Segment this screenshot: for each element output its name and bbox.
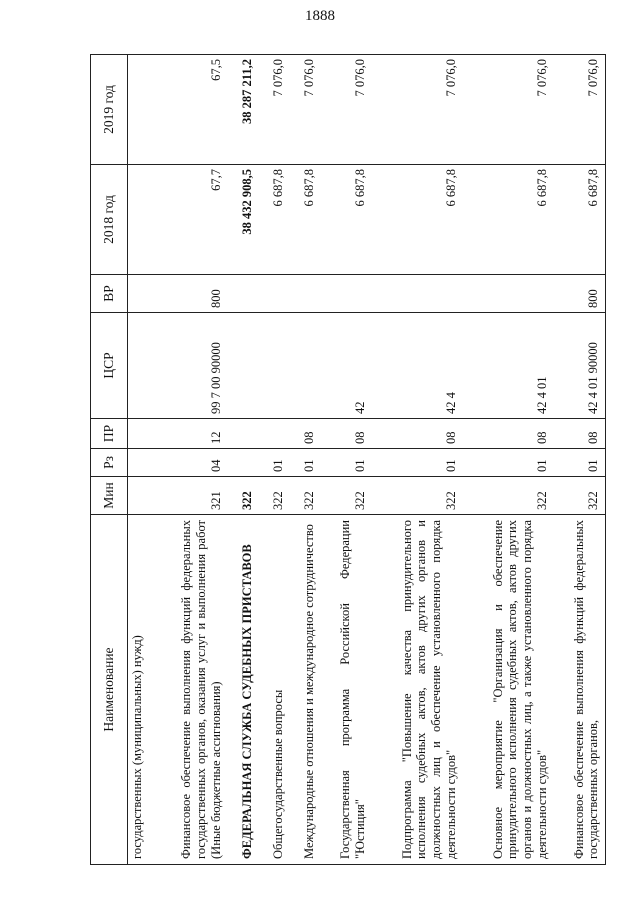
- row-csr: 42 4: [371, 313, 462, 419]
- table-row: [156, 55, 227, 865]
- row-min: 322: [371, 477, 462, 515]
- row-2019: 7 076,0: [289, 55, 320, 165]
- row-2018: 6 687,8: [371, 165, 462, 275]
- row-rz: 01: [371, 449, 462, 477]
- row-vr: [289, 275, 320, 313]
- row-2018: 6 687,8: [289, 165, 320, 275]
- table-row: [554, 55, 606, 865]
- row-csr: [228, 313, 259, 419]
- table-row: [463, 55, 554, 865]
- header-pr: ПР: [91, 419, 128, 449]
- row-2019: 7 076,0: [371, 55, 462, 165]
- row-2019: 7 076,0: [320, 55, 371, 165]
- row-min: 322: [320, 477, 371, 515]
- row-2019: 7 076,0: [258, 55, 289, 165]
- row-2019: 7 076,0: [554, 55, 606, 165]
- row-2019: [128, 55, 157, 165]
- row-2018: 67,7: [156, 165, 227, 275]
- row-vr: [371, 275, 462, 313]
- row-pr: 08: [554, 419, 606, 449]
- table-row: [128, 55, 157, 865]
- row-name: Финансовое обеспечение выполнения функций федеральных государственных органов,: [554, 515, 606, 865]
- row-vr: [258, 275, 289, 313]
- table-row: [320, 55, 371, 865]
- header-vr: ВР: [91, 275, 128, 313]
- row-pr: 12: [156, 419, 227, 449]
- row-name: государственных (муниципальных) нужд): [128, 515, 157, 865]
- table-row: [228, 55, 259, 865]
- row-2018: [128, 165, 157, 275]
- row-vr: [463, 275, 554, 313]
- row-2018: 6 687,8: [463, 165, 554, 275]
- row-pr: 08: [320, 419, 371, 449]
- row-name: Государственная программа Российской Федерации "Юстиция": [320, 515, 371, 865]
- row-min: 322: [289, 477, 320, 515]
- row-name: Основное мероприятие "Организация и обеспечение принудительного исполнения судебных актов, актов других органов и должностных лиц, а также установленного порядка деятельности судов": [463, 515, 554, 865]
- row-vr: [320, 275, 371, 313]
- row-2018: 6 687,8: [320, 165, 371, 275]
- row-2019: 7 076,0: [463, 55, 554, 165]
- row-rz: 01: [463, 449, 554, 477]
- row-2019: 38 287 211,2: [228, 55, 259, 165]
- row-rz: 04: [156, 449, 227, 477]
- row-csr: [258, 313, 289, 419]
- row-pr: 08: [463, 419, 554, 449]
- row-min: 322: [554, 477, 606, 515]
- row-min: [128, 477, 157, 515]
- table-header-row: [91, 55, 128, 865]
- row-2018: 6 687,8: [258, 165, 289, 275]
- row-2018: 6 687,8: [554, 165, 606, 275]
- row-csr: 42 4 01: [463, 313, 554, 419]
- row-csr: 42 4 01 90000: [554, 313, 606, 419]
- table-row: [258, 55, 289, 865]
- header-2019: 2019 год: [91, 55, 128, 165]
- row-vr: 800: [554, 275, 606, 313]
- row-pr: 08: [289, 419, 320, 449]
- header-name: Наименование: [91, 515, 128, 865]
- row-name: Общегосударственные вопросы: [258, 515, 289, 865]
- row-rz: [128, 449, 157, 477]
- rotated-table-container: [90, 55, 606, 865]
- row-rz: 01: [289, 449, 320, 477]
- page-number: 1888: [305, 8, 335, 24]
- row-pr: 08: [371, 419, 462, 449]
- row-2019: 67,5: [156, 55, 227, 165]
- row-rz: 01: [258, 449, 289, 477]
- row-csr: 99 7 00 90000: [156, 313, 227, 419]
- row-2018: 38 432 908,5: [228, 165, 259, 275]
- row-name: Финансовое обеспечение выполнения функций федеральных государственных органов, оказания услуг и выполнения работ (Иные бюджетные ассигнования): [156, 515, 227, 865]
- table-row: [289, 55, 320, 865]
- row-rz: 01: [320, 449, 371, 477]
- row-vr: [228, 275, 259, 313]
- row-min: 322: [463, 477, 554, 515]
- header-csr: ЦСР: [91, 313, 128, 419]
- row-min: 321: [156, 477, 227, 515]
- row-pr: [128, 419, 157, 449]
- header-2018: 2018 год: [91, 165, 128, 275]
- row-rz: 01: [554, 449, 606, 477]
- row-csr: 42: [320, 313, 371, 419]
- row-vr: 800: [156, 275, 227, 313]
- header-min: Мин: [91, 477, 128, 515]
- row-min: 322: [258, 477, 289, 515]
- row-name: ФЕДЕРАЛЬНАЯ СЛУЖБА СУДЕБНЫХ ПРИСТАВОВ: [228, 515, 259, 865]
- row-name: Подпрограмма "Повышение качества принудительного исполнения судебных актов, актов других органов и должностных лиц и обеспечение установленного порядка деятельности судов": [371, 515, 462, 865]
- row-pr: [228, 419, 259, 449]
- row-name: Международные отношения и международное сотрудничество: [289, 515, 320, 865]
- row-csr: [128, 313, 157, 419]
- row-pr: [258, 419, 289, 449]
- row-min: 322: [228, 477, 259, 515]
- budget-table: [90, 54, 606, 865]
- row-csr: [289, 313, 320, 419]
- table-row: [371, 55, 462, 865]
- row-rz: [228, 449, 259, 477]
- header-rz: Рз: [91, 449, 128, 477]
- row-vr: [128, 275, 157, 313]
